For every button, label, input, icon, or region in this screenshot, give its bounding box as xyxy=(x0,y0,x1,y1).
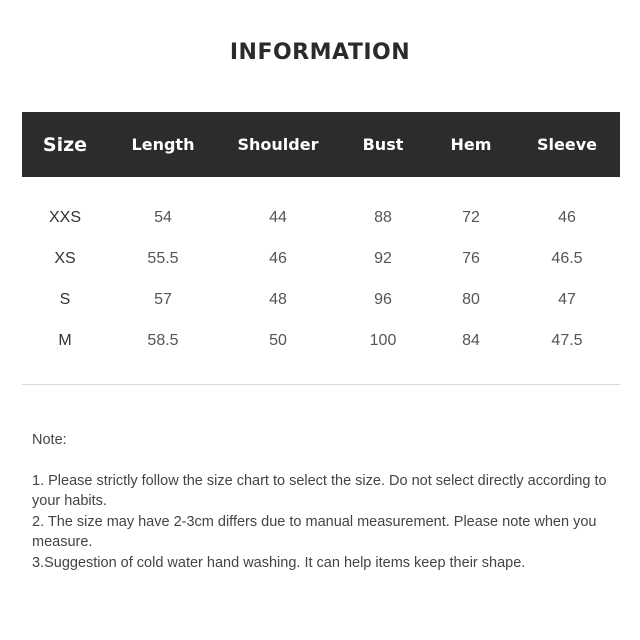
cell-shoulder: 48 xyxy=(269,290,287,308)
note-item-3: 3.Suggestion of cold water hand washing. It can help items keep their shape. xyxy=(32,554,526,571)
notes-section xyxy=(32,430,612,573)
cell-hem: 84 xyxy=(462,331,480,349)
cell-sleeve: 46.5 xyxy=(551,249,583,267)
page-title: INFORMATION xyxy=(229,40,411,65)
cell-sleeve: 46 xyxy=(558,208,576,226)
cell-shoulder: 46 xyxy=(269,249,287,267)
header-shoulder: Shoulder xyxy=(237,135,319,154)
cell-sleeve: 47 xyxy=(558,290,576,308)
cell-bust: 88 xyxy=(374,208,392,226)
cell-length: 55.5 xyxy=(147,249,179,267)
cell-hem: 72 xyxy=(462,208,480,226)
cell-hem: 80 xyxy=(462,290,480,308)
cell-sleeve: 47.5 xyxy=(551,331,583,349)
table-header-row xyxy=(22,112,620,177)
section-divider xyxy=(22,384,620,385)
cell-bust: 92 xyxy=(374,249,392,267)
cell-bust: 100 xyxy=(369,331,397,349)
cell-hem: 76 xyxy=(462,249,480,267)
table-row xyxy=(22,320,620,361)
note-item-2: 2. The size may have 2-3cm differs due to manual measurement. Please note when you measure. xyxy=(32,513,597,550)
table-body xyxy=(22,177,620,361)
header-sleeve: Sleeve xyxy=(537,135,597,154)
cell-size: XS xyxy=(54,249,76,267)
cell-size: S xyxy=(59,290,71,308)
cell-length: 57 xyxy=(154,290,172,308)
size-chart-table xyxy=(22,112,620,361)
header-length: Length xyxy=(131,135,195,154)
table-row xyxy=(22,279,620,320)
note-item-1: 1. Please strictly follow the size chart to select the size. Do not select directly according to your habits. xyxy=(32,472,607,509)
cell-length: 54 xyxy=(154,208,172,226)
cell-shoulder: 44 xyxy=(269,208,287,226)
notes-label: Note: xyxy=(32,432,67,448)
table-row xyxy=(22,238,620,279)
table-row xyxy=(22,197,620,238)
cell-size: XXS xyxy=(48,208,81,226)
cell-shoulder: 50 xyxy=(269,331,287,349)
header-bust: Bust xyxy=(362,135,404,154)
cell-bust: 96 xyxy=(374,290,392,308)
header-size: Size xyxy=(42,133,88,156)
header-hem: Hem xyxy=(450,135,492,154)
cell-size: M xyxy=(58,331,72,349)
cell-length: 58.5 xyxy=(147,331,179,349)
